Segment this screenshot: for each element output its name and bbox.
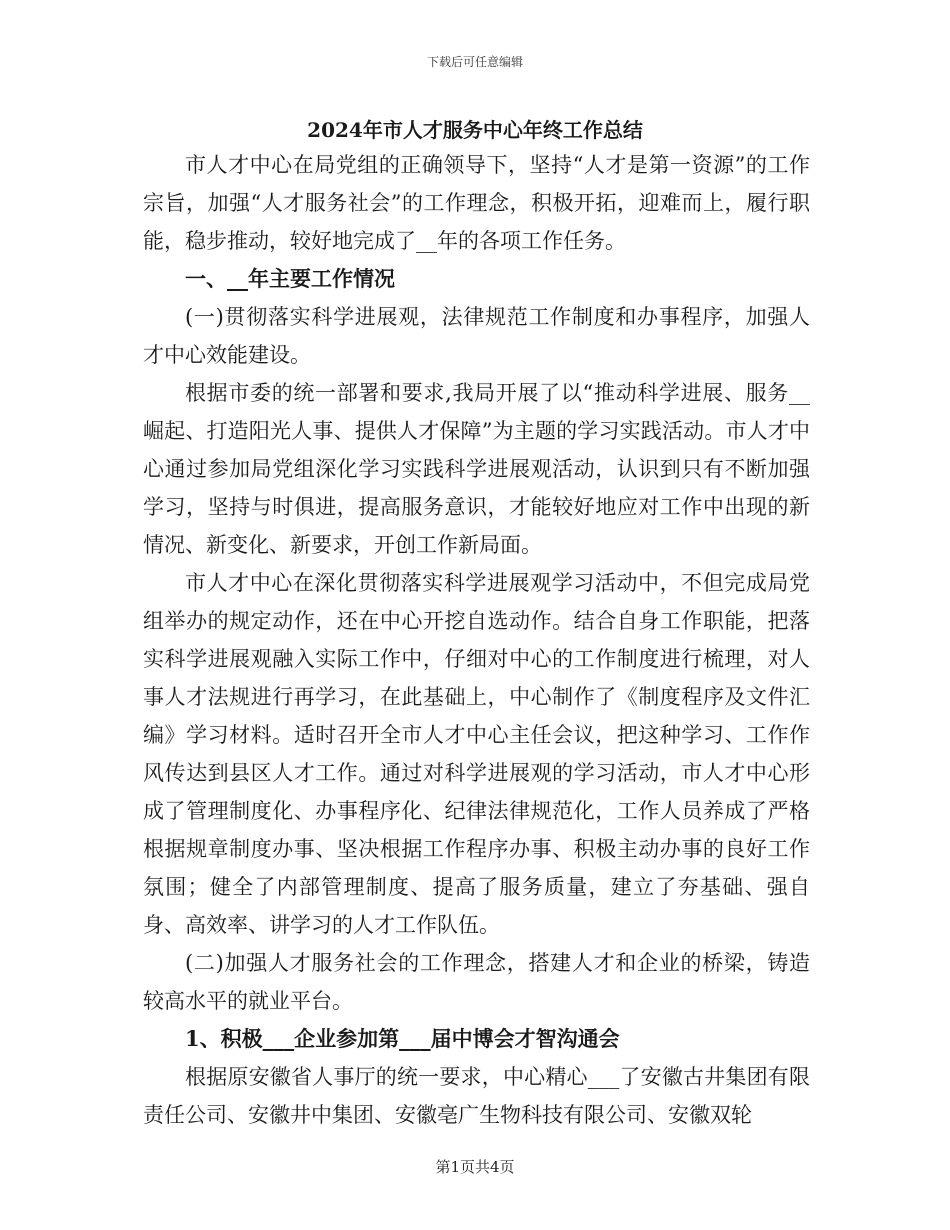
document-body [143, 146, 810, 1134]
subsection-heading: 1、积极___企业参加第___届中博会才智沟通会 [185, 1026, 620, 1051]
paragraph: (一)贯彻落实科学进展观，法律规范工作制度和办事程序，加强人才中心效能建设。 [143, 305, 810, 367]
paragraph: 根据市委的统一部署和要求,我局开展了以“推动科学进展、服务__崛起、打造阳光人事、提供人才保障”为主题的学习实践活动。市人才中心通过参加局党组深化学习实践科学进展观活动，认识到只有不断加强学习，坚持与时俱进，提高服务意识，才能较好地应对工作中出现的新情况、新变化、新要求，开创工作新局面。 [143, 381, 810, 557]
paragraph: 市人才中心在深化贯彻落实科学进展观学习活动中，不但完成局党组举办的规定动作，还在中心开挖自选动作。结合自身工作职能，把落实科学进展观融入实际工作中，仔细对中心的工作制度进行梳理，对人事人才法规进行再学习，在此基础上，中心制作了《制度程序及文件汇编》学习材料。适时召开全市人才中心主任会议，把这种学习、工作作风传达到县区人才工作。通过对科学进展观的学习活动，市人才中心形成了管理制度化、办事程序化、纪律法律规范化，工作人员养成了严格根据规章制度办事、坚决根据工作程序办事、积极主动办事的良好工作氛围；健全了内部管理制度、提高了服务质量，建立了夯基础、强自身、高效率、讲学习的人才工作队伍。 [143, 571, 810, 937]
document-title: 2024年市人才服务中心年终工作总结 [307, 118, 643, 142]
paragraph: 市人才中心在局党组的正确领导下，坚持“人才是第一资源”的工作宗旨，加强“人才服务社会”的工作理念，积极开拓，迎难而上，履行职能，稳步推动，较好地完成了__年的各项工作任务。 [143, 153, 810, 253]
header-note: 下载后可任意编辑 [426, 55, 523, 69]
paragraph: 根据原安徽省人事厅的统一要求，中心精心___了安徽古井集团有限责任公司、安徽井中集团、安徽亳广生物科技有限公司、安徽双轮 [143, 1065, 810, 1127]
page-number: 第1页共4页 [435, 1158, 515, 1176]
section-heading: 一、__年主要工作情况 [185, 266, 395, 291]
paragraph: (二)加强人才服务社会的工作理念，搭建人才和企业的桥梁，铸造较高水平的就业平台。 [143, 951, 810, 1013]
